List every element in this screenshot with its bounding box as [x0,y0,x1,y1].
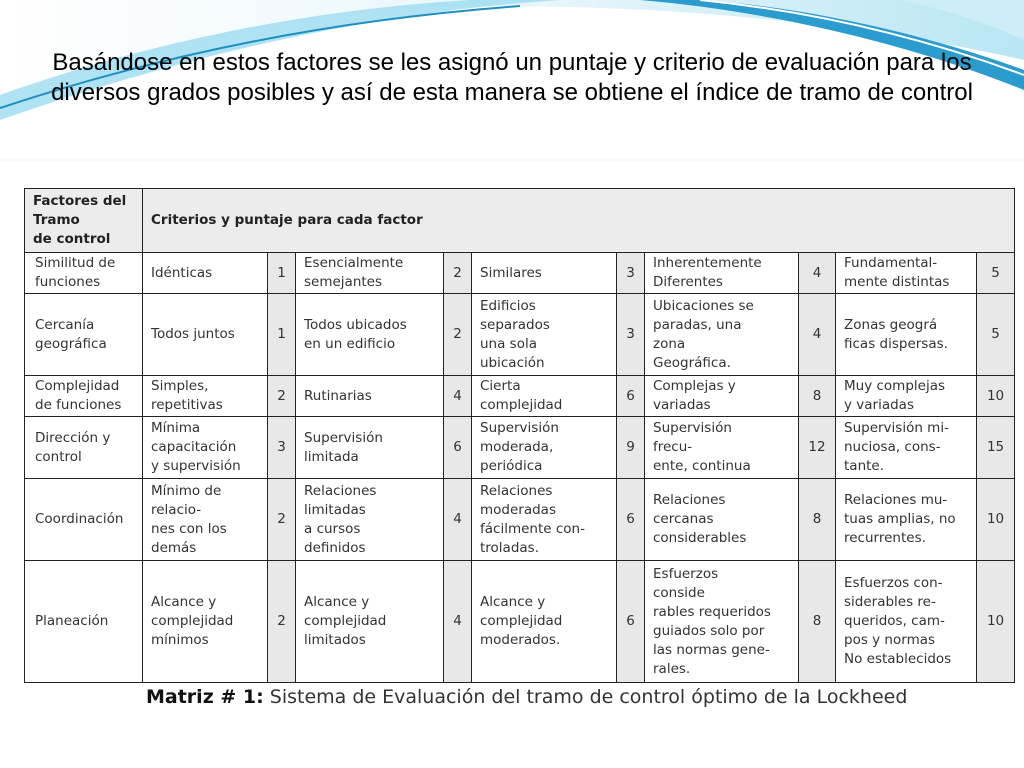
score-cell: 2 [268,376,296,417]
score-cell: 8 [799,479,836,561]
criterion-cell: Edificios separados una sola ubicación [472,294,617,376]
score-cell: 4 [444,376,472,417]
evaluation-matrix [24,188,1006,684]
caption-label: Matriz # 1: [146,686,264,708]
score-cell: 4 [799,294,836,376]
criterion-cell: Fundamental- mente distintas [836,253,977,294]
table-header-row [25,189,1015,253]
factor-cell: Planeación [25,561,143,683]
score-cell: 3 [617,253,645,294]
criterion-cell: Supervisión frecu- ente, continua [645,417,799,479]
matrix-table [24,188,1015,683]
table-row [25,417,1015,479]
factor-cell: Similitud de funciones [25,253,143,294]
score-cell: 2 [444,294,472,376]
factor-cell: Cercanía geográfica [25,294,143,376]
slide-heading: Basándose en estos factores se les asignó un puntaje y criterio de evaluación para los diversos grados posibles y así de esta manera se obtiene el índice de tramo de control [51,49,973,106]
criterion-cell: Alcance y complejidad limitados [296,561,444,683]
criterion-cell: Simples, repetitivas [143,376,268,417]
criterion-cell: Mínimo de relacio- nes con los demás [143,479,268,561]
criterion-cell: Ubicaciones se paradas, una zona Geográfica. [645,294,799,376]
criterion-cell: Similares [472,253,617,294]
score-cell: 12 [799,417,836,479]
criterion-cell: Supervisión limitada [296,417,444,479]
table-row [25,253,1015,294]
criterion-cell: Complejas y variadas [645,376,799,417]
criterion-cell: Alcance y complejidad moderados. [472,561,617,683]
criterion-cell: Muy complejas y variadas [836,376,977,417]
criterion-cell: Rutinarias [296,376,444,417]
criterion-cell: Supervisión moderada, periódica [472,417,617,479]
score-cell: 2 [268,561,296,683]
score-cell: 8 [799,561,836,683]
score-cell: 4 [799,253,836,294]
score-cell: 9 [617,417,645,479]
criterion-cell: Relaciones moderadas fácilmente con- troladas. [472,479,617,561]
score-cell: 3 [268,417,296,479]
score-cell: 5 [977,294,1015,376]
criterion-cell: Zonas geográ ficas dispersas. [836,294,977,376]
factor-cell: Dirección y control [25,417,143,479]
factor-cell: Coordinación [25,479,143,561]
matrix-caption [146,684,1006,710]
score-cell: 6 [444,417,472,479]
table-row [25,479,1015,561]
factor-cell: Complejidad de funciones [25,376,143,417]
score-cell: 10 [977,376,1015,417]
criterion-cell: Todos ubicados en un edificio [296,294,444,376]
criterion-cell: Alcance y complejidad mínimos [143,561,268,683]
score-cell: 4 [444,479,472,561]
table-row [25,561,1015,683]
criterion-cell: Todos juntos [143,294,268,376]
score-cell: 2 [268,479,296,561]
criterion-cell: Supervisión mi- nuciosa, cons- tante. [836,417,977,479]
table-row [25,376,1015,417]
score-cell: 8 [799,376,836,417]
criterion-cell: Cierta complejidad [472,376,617,417]
criterion-cell: Relaciones cercanas considerables [645,479,799,561]
score-cell: 15 [977,417,1015,479]
criterion-cell: Esfuerzos con- siderables re- queridos, cam- pos y normas No establecidos [836,561,977,683]
criterion-cell: Esfuerzos conside rables requeridos guiados solo por las normas gene- rales. [645,561,799,683]
score-cell: 6 [617,479,645,561]
criterion-cell: Idénticas [143,253,268,294]
score-cell: 5 [977,253,1015,294]
table-row [25,294,1015,376]
score-cell: 10 [977,561,1015,683]
criterion-cell: Inherentemente Diferentes [645,253,799,294]
score-cell: 10 [977,479,1015,561]
caption-text: Sistema de Evaluación del tramo de control óptimo de la Lockheed [263,686,908,708]
score-cell: 1 [268,294,296,376]
factor-column-header: Factores del Tramo de control [25,189,143,253]
score-cell: 4 [444,561,472,683]
score-cell: 1 [268,253,296,294]
criterion-cell: Relaciones mu- tuas amplias, no recurrentes. [836,479,977,561]
score-cell: 3 [617,294,645,376]
criterion-cell: Relaciones limitadas a cursos definidos [296,479,444,561]
score-cell: 2 [444,253,472,294]
criteria-column-header: Criterios y puntaje para cada factor [143,189,1015,253]
criterion-cell: Mínima capacitación y supervisión [143,417,268,479]
score-cell: 6 [617,376,645,417]
criterion-cell: Esencialmente semejantes [296,253,444,294]
score-cell: 6 [617,561,645,683]
